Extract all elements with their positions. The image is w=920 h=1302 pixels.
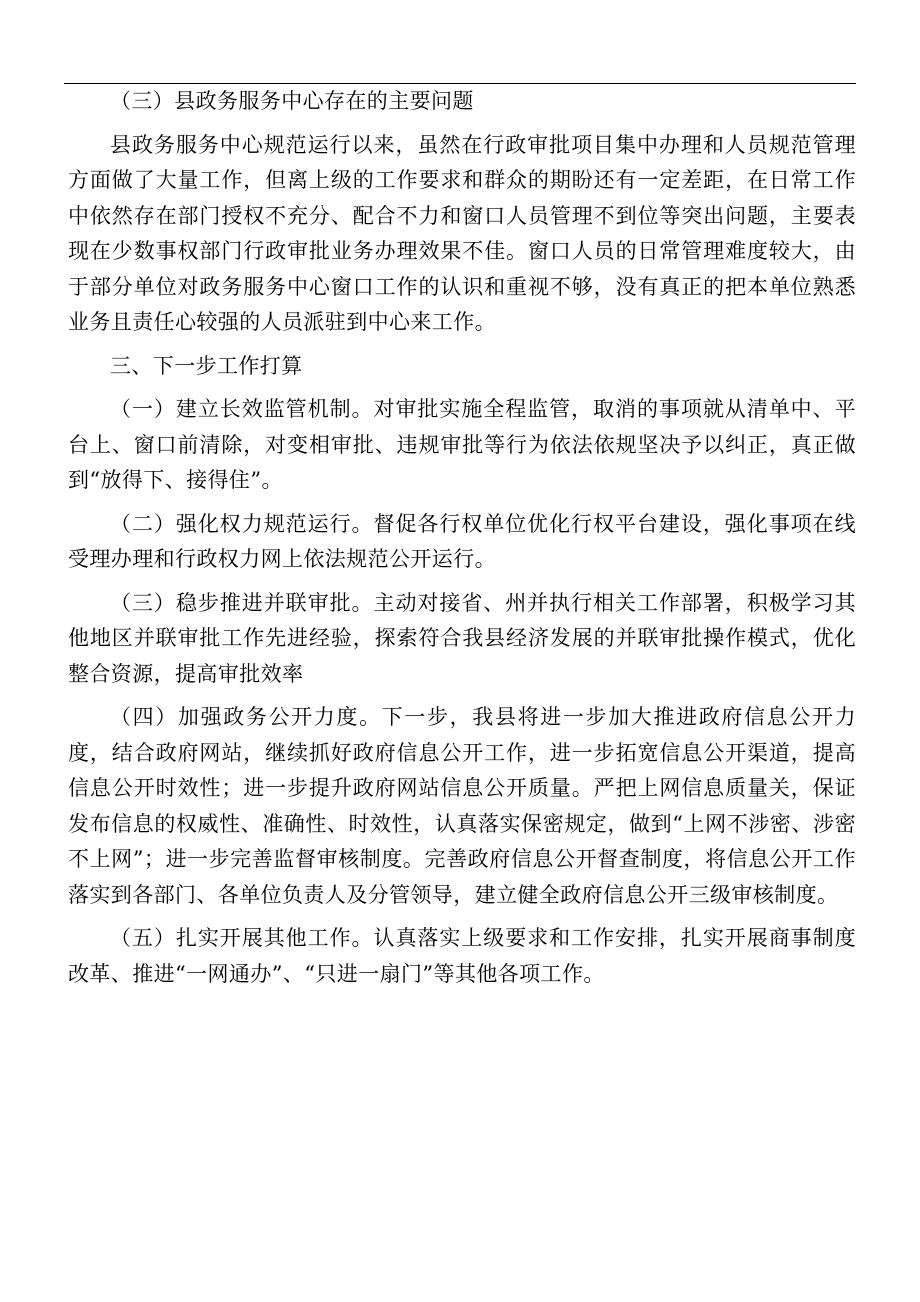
- paragraph-next-steps-heading: 三、下一步工作打算: [110, 353, 303, 378]
- paragraph-next-step-2: （二）强化权力规范运行。督促各行权单位优化行权平台建设，强化事项在线受理办理和行政权力网上依法规范公开运行。: [68, 511, 856, 571]
- paragraph-next-step-1: （一）建立长效监管机制。对审批实施全程监管，取消的事项就从清单中、平台上、窗口前清除，对变相审批、违规审批等行为依法依规坚决予以纠正，真正做到“放得下、接得住”。: [68, 397, 856, 492]
- document-body: [68, 84, 856, 1000]
- paragraph-problems-body: 县政务服务中心规范运行以来，虽然在行政审批项目集中办理和人员规范管理方面做了大量工作，但离上级的工作要求和群众的期盼还有一定差距，在日常工作中依然存在部门授权不充分、配合不力和窗口人员管理不到位等突出问题，主要表现在少数事权部门行政审批业务办理效果不佳。窗口人员的日常管理难度较大，由于部分单位对政务服务中心窗口工作的认识和重视不够，没有真正的把本单位熟悉业务且责任心较强的人员派驻到中心来工作。: [68, 132, 856, 334]
- paragraph-next-step-3: （三）稳步推进并联审批。主动对接省、州并执行相关工作部署，积极学习其他地区并联审批工作先进经验，探索符合我县经济发展的并联审批操作模式，优化整合资源，提高审批效率: [68, 590, 856, 686]
- paragraph-next-step-4: （四）加强政务公开力度。下一步，我县将进一步加大推进政府信息公开力度，结合政府网站，继续抓好政府信息公开工作，进一步拓宽信息公开渠道，提高信息公开时效性；进一步提升政府网站信息公开质量。严把上网信息质量关，保证发布信息的权威性、准确性、时效性，认真落实保密规定，做到“上网不涉密、涉密不上网”；进一步完善监督审核制度。完善政府信息公开督查制度，将信息公开工作落实到各部门、各单位负责人及分管领导，建立健全政府信息公开三级审核制度。: [68, 705, 856, 907]
- paragraph-section-3-problems-heading: （三）县政务服务中心存在的主要问题: [110, 89, 474, 113]
- paragraph-next-step-5: （五）扎实开展其他工作。认真落实上级要求和工作安排，扎实开展商事制度改革、推进“一网通办”、“只进一扇门”等其他各项工作。: [68, 926, 856, 986]
